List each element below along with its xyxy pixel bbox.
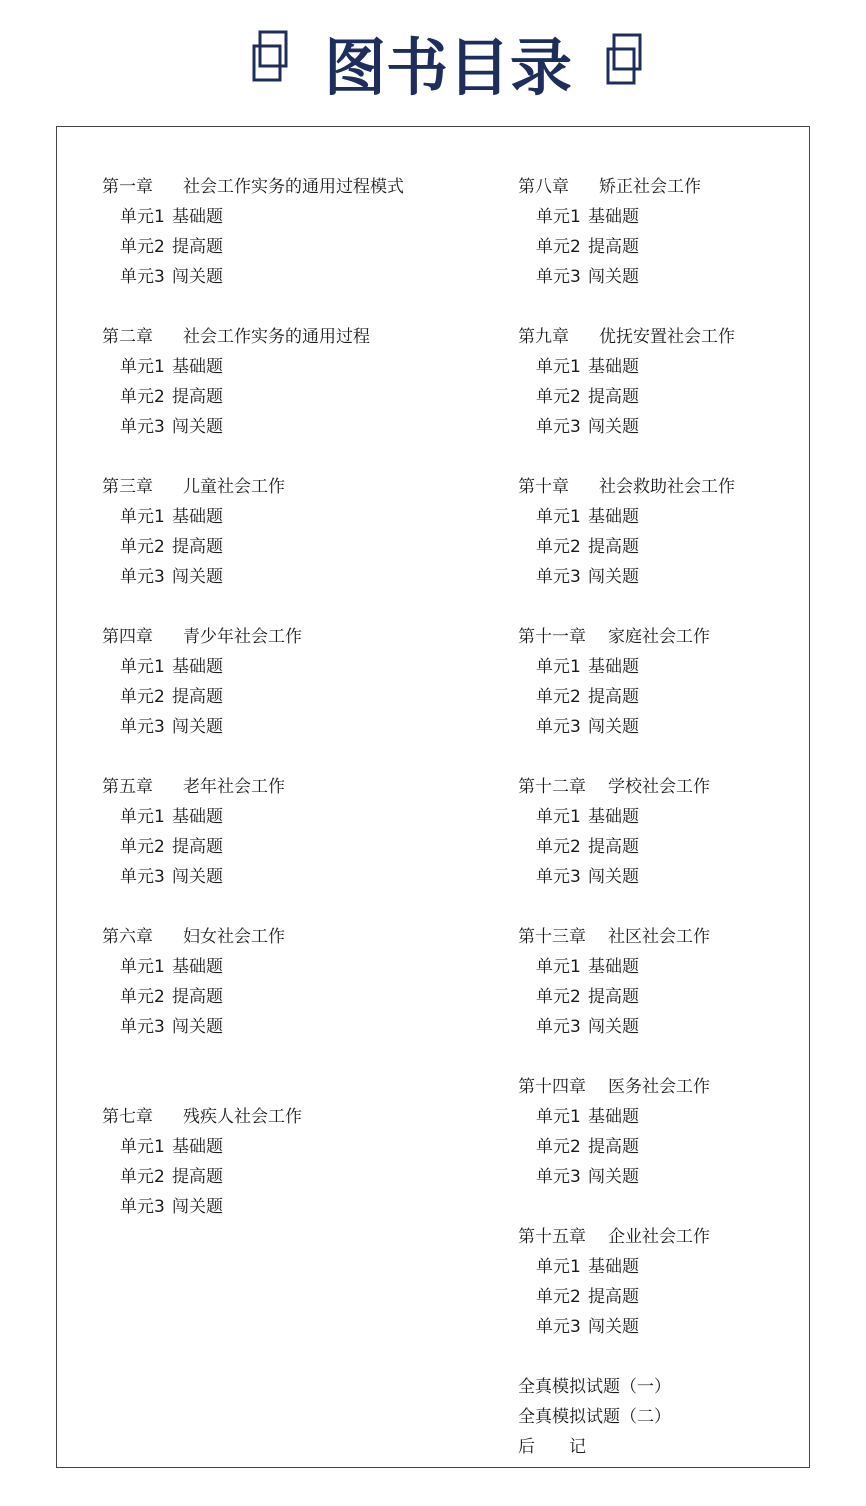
unit-item [536, 1285, 639, 1309]
unit-item [536, 655, 639, 679]
unit-number: 单元3 [536, 267, 581, 287]
chapter-title: 矫正社会工作 [599, 177, 701, 197]
chapter-heading [102, 775, 285, 799]
unit-title: 提高题 [588, 987, 639, 1007]
chapter-number: 第四章 [102, 627, 153, 647]
chapter-heading [518, 775, 710, 799]
unit-item [120, 205, 223, 229]
unit-item [120, 1015, 223, 1039]
page-title: 图书目录 [323, 31, 572, 104]
unit-title: 提高题 [588, 1137, 639, 1157]
unit-title: 提高题 [588, 387, 639, 407]
chapter-number: 第十章 [518, 477, 569, 497]
unit-item [120, 265, 223, 289]
chapter-number: 第九章 [518, 327, 569, 347]
chapter-title: 家庭社会工作 [608, 627, 710, 647]
chapter-number: 第三章 [102, 477, 153, 497]
chapter-heading [102, 175, 404, 199]
unit-number: 单元3 [120, 867, 165, 887]
unit-number: 单元2 [536, 1287, 581, 1307]
unit-title: 提高题 [588, 687, 639, 707]
unit-number: 单元2 [536, 687, 581, 707]
unit-item [536, 565, 639, 589]
unit-title: 基础题 [588, 807, 639, 827]
chapter-heading [518, 325, 735, 349]
unit-item [536, 235, 639, 259]
unit-title: 提高题 [172, 237, 223, 257]
chapter-title: 社会工作实务的通用过程 [183, 327, 370, 347]
unit-number: 单元1 [536, 1107, 581, 1127]
unit-title: 基础题 [588, 207, 639, 227]
unit-item [536, 1015, 639, 1039]
unit-item [120, 1165, 223, 1189]
unit-number: 单元1 [536, 507, 581, 527]
unit-number: 单元3 [120, 567, 165, 587]
chapter-heading [102, 1105, 302, 1129]
unit-item [120, 565, 223, 589]
unit-title: 基础题 [172, 1137, 223, 1157]
unit-item [536, 865, 639, 889]
chapter-number: 第十三章 [518, 927, 586, 947]
chapter-number: 第七章 [102, 1107, 153, 1127]
unit-title: 提高题 [588, 1287, 639, 1307]
unit-title: 闯关题 [588, 1167, 639, 1187]
unit-title: 闯关题 [172, 717, 223, 737]
unit-number: 单元3 [536, 867, 581, 887]
unit-title: 基础题 [172, 657, 223, 677]
unit-title: 基础题 [588, 957, 639, 977]
unit-title: 提高题 [172, 987, 223, 1007]
unit-item [536, 1135, 639, 1159]
unit-item [536, 265, 639, 289]
appendix-item [518, 1375, 671, 1399]
unit-number: 单元1 [120, 957, 165, 977]
unit-item [120, 385, 223, 409]
square-frame-icon [606, 33, 646, 85]
unit-item [536, 505, 639, 529]
unit-item [536, 355, 639, 379]
unit-title: 基础题 [172, 357, 223, 377]
unit-item [120, 655, 223, 679]
unit-item [536, 535, 639, 559]
unit-item [536, 955, 639, 979]
chapter-title: 青少年社会工作 [183, 627, 302, 647]
unit-number: 单元1 [120, 357, 165, 377]
unit-number: 单元3 [536, 417, 581, 437]
unit-item [536, 715, 639, 739]
appendix-item [518, 1405, 671, 1429]
unit-item [536, 1105, 639, 1129]
unit-number: 单元2 [536, 987, 581, 1007]
unit-item [536, 1255, 639, 1279]
chapter-number: 第十四章 [518, 1077, 586, 1097]
appendix-title: 全真模拟试题（二） [518, 1407, 671, 1427]
unit-item [536, 985, 639, 1009]
unit-title: 闯关题 [588, 867, 639, 887]
unit-number: 单元1 [120, 1137, 165, 1157]
chapter-title: 老年社会工作 [183, 777, 285, 797]
appendix-title: 全真模拟试题（一） [518, 1377, 671, 1397]
chapter-heading [518, 175, 701, 199]
unit-title: 提高题 [588, 537, 639, 557]
unit-title: 基础题 [588, 1107, 639, 1127]
unit-item [120, 865, 223, 889]
chapter-heading [518, 1075, 710, 1099]
unit-item [536, 1165, 639, 1189]
unit-number: 单元3 [536, 717, 581, 737]
unit-title: 闯关题 [588, 267, 639, 287]
unit-title: 基础题 [588, 657, 639, 677]
unit-item [536, 805, 639, 829]
chapter-number: 第二章 [102, 327, 153, 347]
chapter-title: 社会工作实务的通用过程模式 [183, 177, 404, 197]
unit-title: 闯关题 [172, 567, 223, 587]
unit-number: 单元3 [120, 267, 165, 287]
unit-title: 基础题 [172, 807, 223, 827]
unit-item [120, 955, 223, 979]
unit-item [536, 205, 639, 229]
unit-title: 提高题 [588, 237, 639, 257]
chapter-heading [518, 625, 710, 649]
chapter-title: 妇女社会工作 [183, 927, 285, 947]
unit-number: 单元3 [536, 1017, 581, 1037]
chapter-heading [518, 1225, 710, 1249]
unit-number: 单元2 [536, 837, 581, 857]
unit-item [536, 835, 639, 859]
unit-number: 单元1 [536, 1257, 581, 1277]
unit-number: 单元3 [536, 1317, 581, 1337]
appendix-item [518, 1435, 586, 1459]
chapter-title: 社会救助社会工作 [599, 477, 735, 497]
unit-title: 提高题 [172, 687, 223, 707]
chapter-title: 残疾人社会工作 [183, 1107, 302, 1127]
unit-number: 单元2 [536, 1137, 581, 1157]
unit-number: 单元3 [120, 417, 165, 437]
chapter-title: 社区社会工作 [608, 927, 710, 947]
unit-number: 单元3 [120, 717, 165, 737]
unit-number: 单元1 [536, 807, 581, 827]
unit-title: 基础题 [172, 207, 223, 227]
unit-title: 基础题 [172, 957, 223, 977]
unit-number: 单元1 [120, 807, 165, 827]
unit-item [536, 385, 639, 409]
unit-number: 单元1 [120, 207, 165, 227]
chapter-number: 第一章 [102, 177, 153, 197]
unit-title: 提高题 [172, 1167, 223, 1187]
unit-number: 单元1 [536, 357, 581, 377]
unit-title: 闯关题 [588, 567, 639, 587]
unit-number: 单元1 [536, 657, 581, 677]
unit-item [536, 415, 639, 439]
unit-title: 闯关题 [588, 717, 639, 737]
unit-number: 单元3 [536, 1167, 581, 1187]
chapter-number: 第六章 [102, 927, 153, 947]
unit-number: 单元1 [120, 657, 165, 677]
unit-item [120, 805, 223, 829]
unit-title: 闯关题 [172, 417, 223, 437]
unit-number: 单元2 [120, 537, 165, 557]
unit-item [120, 835, 223, 859]
unit-number: 单元3 [120, 1017, 165, 1037]
unit-item [536, 1315, 639, 1339]
unit-title: 闯关题 [172, 1197, 223, 1217]
unit-item [120, 415, 223, 439]
unit-number: 单元2 [120, 1167, 165, 1187]
chapter-number: 第五章 [102, 777, 153, 797]
unit-number: 单元2 [536, 387, 581, 407]
chapter-title: 学校社会工作 [608, 777, 710, 797]
unit-title: 闯关题 [588, 1017, 639, 1037]
unit-number: 单元1 [536, 957, 581, 977]
chapter-heading [102, 325, 370, 349]
unit-title: 基础题 [588, 507, 639, 527]
chapter-number: 第十二章 [518, 777, 586, 797]
unit-number: 单元2 [120, 837, 165, 857]
unit-number: 单元2 [536, 237, 581, 257]
unit-item [536, 685, 639, 709]
unit-number: 单元2 [120, 387, 165, 407]
unit-title: 闯关题 [172, 1017, 223, 1037]
chapter-heading [102, 925, 285, 949]
unit-item [120, 1135, 223, 1159]
unit-item [120, 715, 223, 739]
unit-number: 单元3 [536, 567, 581, 587]
unit-item [120, 235, 223, 259]
unit-title: 闯关题 [588, 417, 639, 437]
unit-item [120, 505, 223, 529]
unit-title: 闯关题 [172, 267, 223, 287]
unit-number: 单元3 [120, 1197, 165, 1217]
chapter-title: 企业社会工作 [608, 1227, 710, 1247]
unit-title: 闯关题 [588, 1317, 639, 1337]
unit-number: 单元2 [120, 237, 165, 257]
unit-item [120, 985, 223, 1009]
unit-title: 闯关题 [172, 867, 223, 887]
unit-title: 基础题 [588, 357, 639, 377]
chapter-heading [518, 475, 735, 499]
chapter-title: 儿童社会工作 [183, 477, 285, 497]
unit-title: 基础题 [588, 1257, 639, 1277]
chapter-title: 优抚安置社会工作 [599, 327, 735, 347]
chapter-heading [518, 925, 710, 949]
square-frame-icon [252, 30, 292, 82]
unit-title: 提高题 [172, 837, 223, 857]
unit-number: 单元2 [120, 687, 165, 707]
page-header [0, 0, 866, 126]
unit-title: 提高题 [172, 537, 223, 557]
unit-title: 基础题 [172, 507, 223, 527]
unit-item [120, 355, 223, 379]
unit-item [120, 535, 223, 559]
unit-number: 单元2 [120, 987, 165, 1007]
chapter-heading [102, 475, 285, 499]
unit-item [120, 1195, 223, 1219]
chapter-title: 医务社会工作 [608, 1077, 710, 1097]
unit-number: 单元1 [120, 507, 165, 527]
unit-title: 提高题 [588, 837, 639, 857]
unit-number: 单元1 [536, 207, 581, 227]
chapter-heading [102, 625, 302, 649]
unit-item [120, 685, 223, 709]
chapter-number: 第十一章 [518, 627, 586, 647]
chapter-number: 第八章 [518, 177, 569, 197]
unit-number: 单元2 [536, 537, 581, 557]
chapter-number: 第十五章 [518, 1227, 586, 1247]
appendix-title: 后 记 [518, 1437, 586, 1457]
unit-title: 提高题 [172, 387, 223, 407]
